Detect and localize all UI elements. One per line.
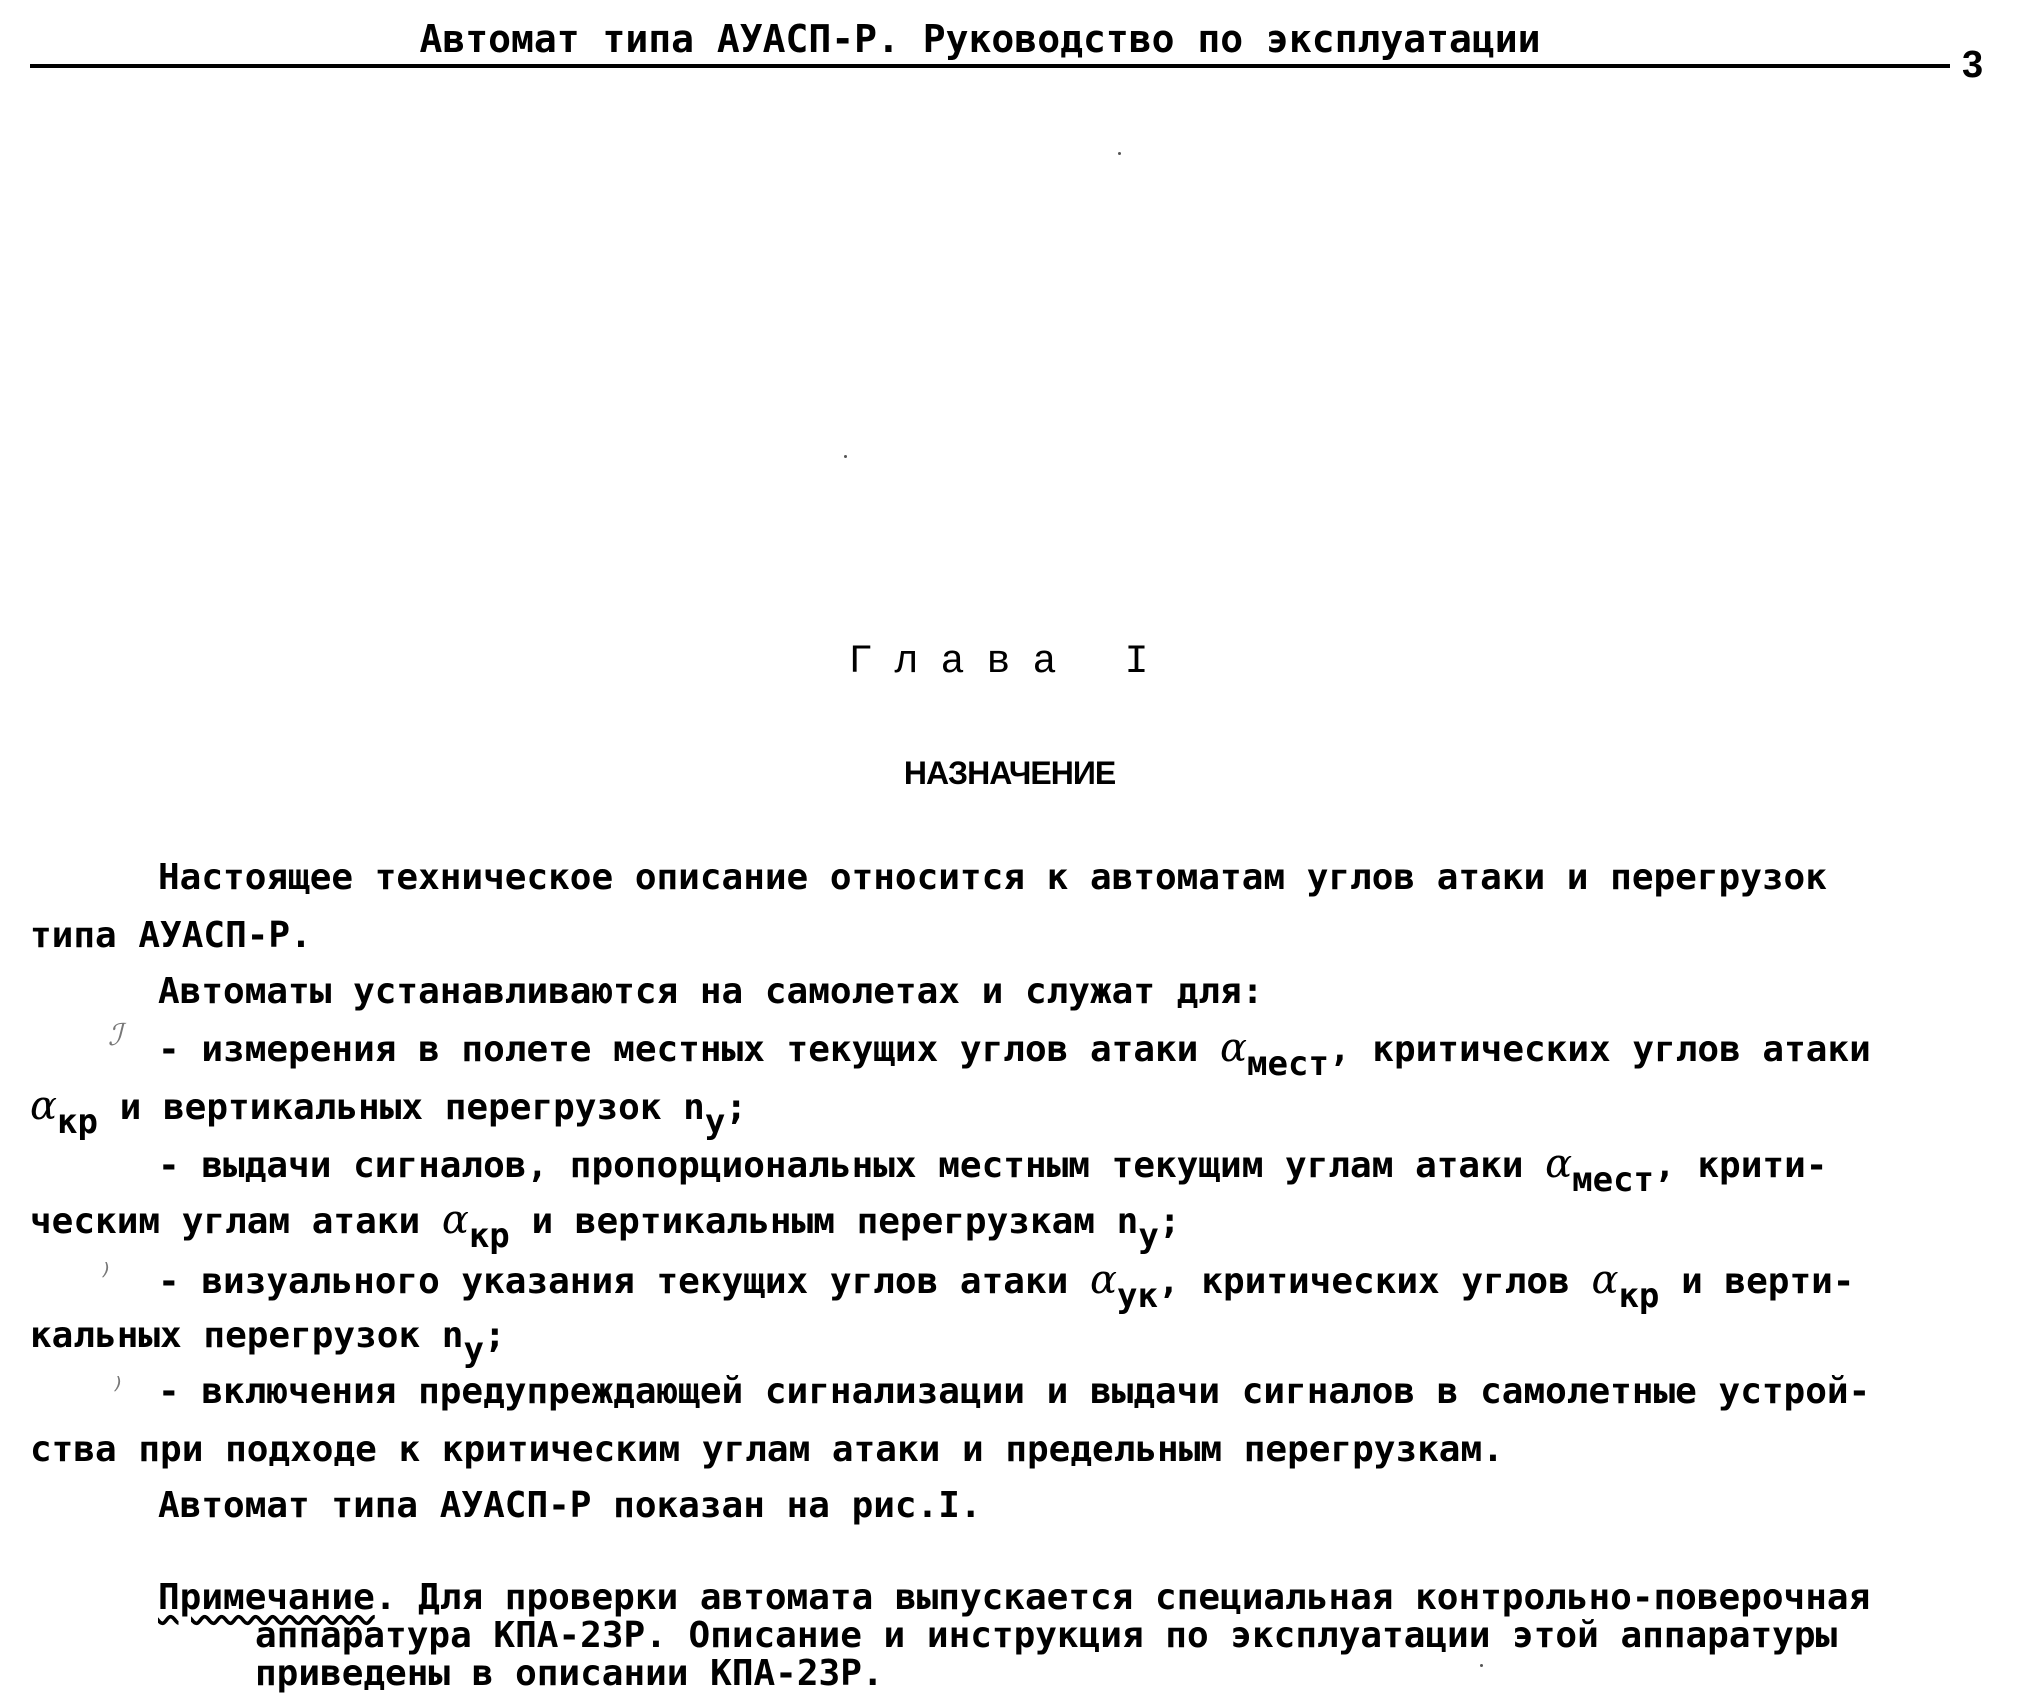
speck bbox=[1480, 1664, 1483, 1667]
bullet-1-line-1: - измерения в полете местных текущих углов атаки $\alpha_{мест}$, критических углов атаки bbox=[158, 1025, 1871, 1084]
paragraph-1-line-1: Настоящее техническое описание относится к автоматам углов атаки и перегрузок bbox=[158, 857, 1827, 898]
bullet-4-line-1: - включения предупреждающей сигнализации и выдачи сигналов в самолетные устрой- bbox=[158, 1371, 1871, 1412]
header-title: Автомат типа АУАСП-Р. Руководство по эксплуатации bbox=[419, 17, 1541, 61]
note-line-3: приведены в описании КПА-23Р. bbox=[255, 1653, 884, 1694]
paragraph-1-line-2: типа АУАСП-Р. bbox=[30, 915, 312, 956]
bullet-2-line-1: - выдачи сигналов, пропорциональных местным текущим углам атаки $\alpha_{мест}$, крити- bbox=[158, 1141, 1828, 1200]
alpha-symbol: α bbox=[1220, 1025, 1248, 1071]
header-rule bbox=[30, 64, 1950, 68]
alpha-symbol: α bbox=[1591, 1257, 1619, 1303]
alpha-symbol: α bbox=[30, 1083, 58, 1129]
paragraph-2: Автоматы устанавливаются на самолетах и служат для: bbox=[158, 971, 1264, 1012]
page-number: 3 bbox=[1962, 44, 1984, 86]
note-label: Примечание bbox=[158, 1577, 375, 1618]
bullet-4-line-2: ства при подходе к критическим углам атаки и предельным перегрузкам. bbox=[30, 1429, 1504, 1470]
alpha-symbol: α bbox=[1089, 1257, 1117, 1303]
bullet-1-line-2: $\alpha_{кр}$ и вертикальных перегрузок $n_y$; bbox=[30, 1083, 748, 1142]
margin-mark: ℐ bbox=[108, 1018, 123, 1053]
speck bbox=[844, 455, 847, 458]
chapter-label: Глава I bbox=[848, 640, 1171, 685]
bullet-2-line-2: ческим углам атаки $\alpha_{кр}$ и вертикальным перегрузкам $n_y$; bbox=[30, 1197, 1181, 1256]
note-line-2: аппаратура КПА-23Р. Описание и инструкция по эксплуатации этой аппаратуры bbox=[255, 1615, 1838, 1656]
speck bbox=[1118, 152, 1121, 155]
bullet-3-line-1: - визуального указания текущих углов атаки $\alpha_{ук}$, критических углов $\alpha_{кр}$ и верти- bbox=[158, 1257, 1855, 1316]
alpha-symbol: α bbox=[1545, 1141, 1573, 1187]
alpha-symbol: α bbox=[441, 1197, 469, 1243]
bullet-3-line-2: кальных перегрузок $n_y$; bbox=[30, 1315, 506, 1370]
note-line-1: Примечание. Для проверки автомата выпускается специальная контрольно-поверочная bbox=[158, 1577, 1871, 1618]
paragraph-3: Автомат типа АУАСП-Р показан на рис.I. bbox=[158, 1485, 982, 1526]
section-heading: НАЗНАЧЕНИЕ bbox=[903, 755, 1116, 791]
margin-mark: ⁾ bbox=[96, 1258, 115, 1293]
margin-mark: ⁾ bbox=[108, 1372, 127, 1407]
